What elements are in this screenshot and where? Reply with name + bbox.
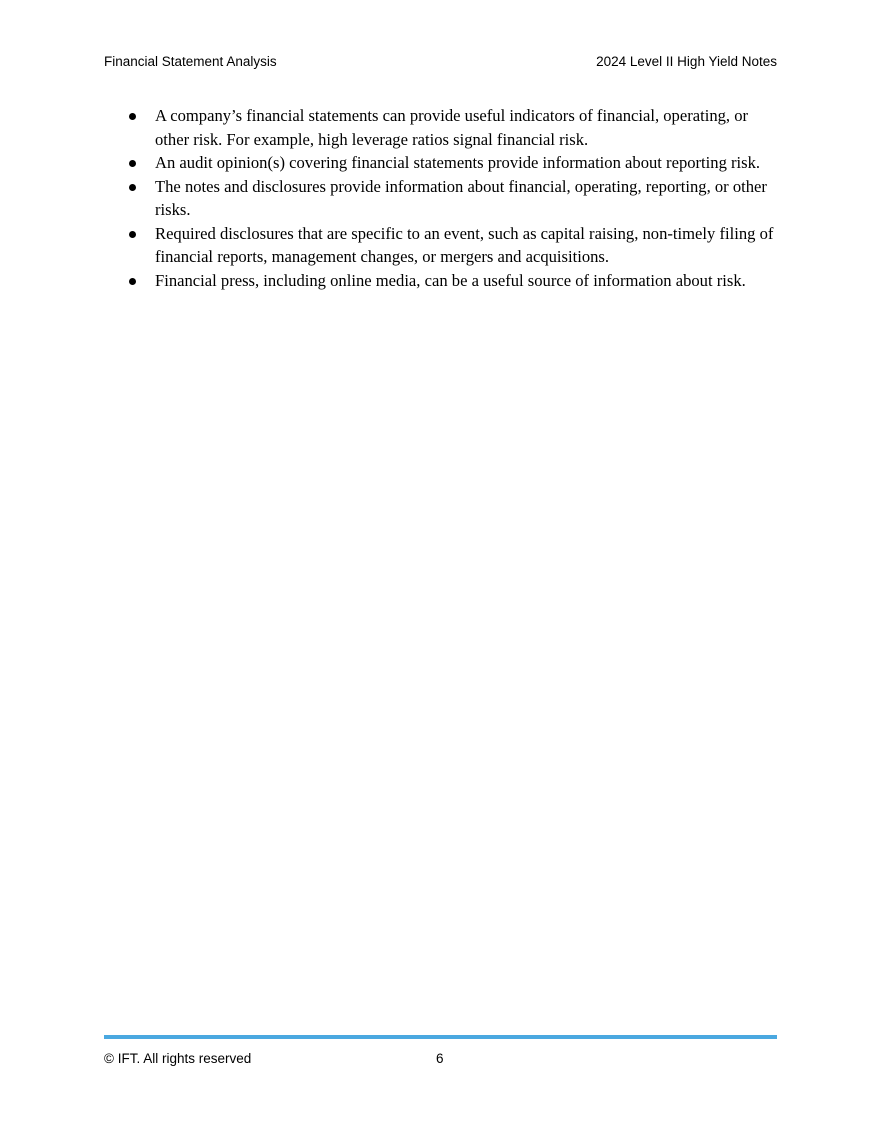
page-number: 6 [436,1051,444,1066]
footer-divider [104,1035,777,1039]
list-item [104,175,780,222]
list-item [104,104,780,151]
list-item [104,269,780,293]
list-item-text: An audit opinion(s) covering financial statements provide information about reporting risk. [155,153,761,172]
bullet-icon [129,231,136,238]
page-footer [104,1049,777,1069]
footer-copyright: © IFT. All rights reserved [104,1051,252,1066]
page-content [104,104,780,292]
list-item-text: The notes and disclosures provide information about financial, operating, reporting, or other risks. [155,176,767,219]
bullet-icon [129,160,136,167]
list-item [104,222,780,269]
page-header [104,52,777,72]
header-document-title: 2024 Level II High Yield Notes [596,54,777,69]
list-item-text: A company’s financial statements can provide useful indicators of financial, operating, or other risk. For example, high leverage ratios signal financial risk. [155,106,749,149]
bullet-list [104,104,780,292]
bullet-icon [129,113,136,120]
list-item [104,151,780,175]
bullet-icon [129,184,136,191]
list-item-text: Financial press, including online media, can be a useful source of information about risk. [155,270,746,290]
bullet-icon [129,278,136,285]
list-item-text: Required disclosures that are specific to an event, such as capital raising, non-timely filing of financial reports, management changes, or mergers and acquisitions. [155,223,774,266]
header-section-title: Financial Statement Analysis [104,54,277,69]
